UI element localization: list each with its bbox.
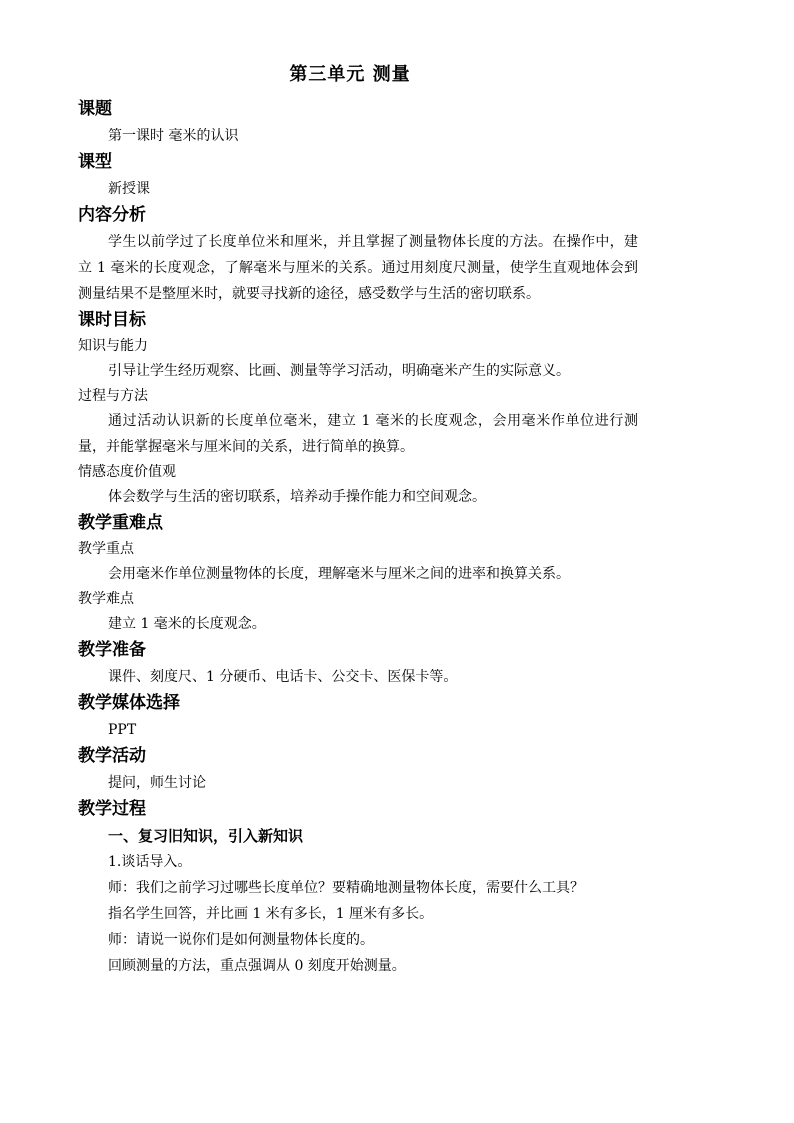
section-heading-topic: 课题 — [78, 99, 112, 119]
goals-text-process: 通过活动认识新的长度单位毫米，建立 1 毫米的长度观念，会用毫米作单位进行测量，并能掌握毫米与厘米间的关系，进行简单的换算。 — [78, 413, 638, 455]
topic-text: 第一课时 毫米的认识 — [108, 128, 239, 144]
prep-text: 课件、刻度尺、1 分硬币、电话卡、公交卡、医保卡等。 — [108, 669, 458, 685]
section-heading-prep: 教学准备 — [78, 640, 146, 660]
process-step-heading: 一、复习旧知识，引入新知识 — [108, 827, 304, 845]
process-line-5: 回顾测量的方法，重点强调从 0 刻度开始测量。 — [108, 958, 406, 974]
section-heading-analysis: 内容分析 — [78, 205, 146, 225]
section-heading-type: 课型 — [78, 152, 112, 172]
goals-subheading-process: 过程与方法 — [78, 388, 148, 404]
activity-text: 提问，师生讨论 — [108, 775, 206, 791]
process-line-1: 1.谈话导入。 — [108, 854, 192, 870]
type-text: 新授课 — [108, 181, 150, 197]
process-line-3: 指名学生回答，并比画 1 米有多长，1 厘米有多长。 — [108, 906, 434, 922]
goals-subheading-knowledge: 知识与能力 — [78, 338, 148, 354]
keypoints-text-difficulty: 建立 1 毫米的长度观念。 — [108, 616, 266, 632]
goals-text-attitude: 体会数学与生活的密切联系，培养动手操作能力和空间观念。 — [108, 489, 486, 505]
page-title: 第三单元 测量 — [289, 64, 411, 85]
goals-text-knowledge: 引导让学生经历观察、比画、测量等学习活动，明确毫米产生的实际意义。 — [108, 363, 570, 379]
process-line-4: 师：请说一说你们是如何测量物体长度的。 — [108, 932, 374, 948]
keypoints-text-focus: 会用毫米作单位测量物体的长度，理解毫米与厘米之间的进率和换算关系。 — [108, 566, 570, 582]
section-heading-process: 教学过程 — [78, 799, 146, 819]
section-heading-activity: 教学活动 — [78, 746, 146, 766]
analysis-text: 学生以前学过了长度单位米和厘米，并且掌握了测量物体长度的方法。在操作中，建立 1 毫米的长度观念，了解毫米与厘米的关系。通过用刻度尺测量，使学生直观地体会到测量结果不是整厘米时，就要寻找新的途径，感受数学与生活的密切联系。 — [78, 234, 638, 302]
media-text: PPT — [108, 722, 137, 738]
goals-subheading-attitude: 情感态度价值观 — [78, 464, 176, 480]
section-heading-goals: 课时目标 — [78, 310, 146, 330]
section-heading-keypoints: 教学重难点 — [78, 513, 163, 533]
lesson-plan-body — [78, 96, 638, 979]
process-line-2: 师：我们之前学习过哪些长度单位？要精确地测量物体长度，需要什么工具？ — [108, 880, 584, 896]
keypoints-subheading-focus: 教学重点 — [78, 541, 134, 557]
section-heading-media: 教学媒体选择 — [78, 693, 180, 713]
keypoints-subheading-difficulty: 教学难点 — [78, 591, 134, 607]
